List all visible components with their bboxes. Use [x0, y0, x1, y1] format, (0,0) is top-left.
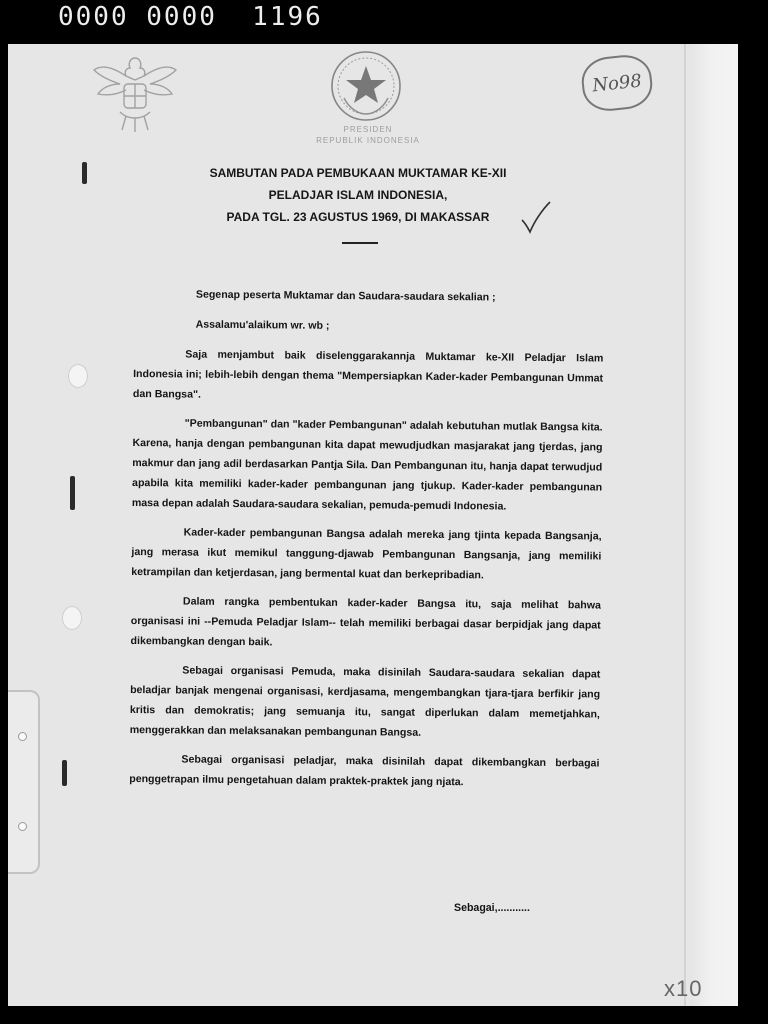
- heading-line3: PADA TGL. 23 AGUSTUS 1969, DI MAKASSAR: [226, 210, 490, 224]
- document-heading: [158, 162, 558, 228]
- paragraph: Kader-kader pembangunan Bangsa adalah mereka jang tjinta kepada Bangsanja, jang merasa ikut memikul tanggung-djawab Pembangunan Bangsanja, jang memiliki ketrampilan dan ketjerdasan, jang bermental kuat dan berkepribadian.: [131, 526, 602, 582]
- catchword: Sebagai,...........: [454, 902, 530, 914]
- presidential-star-seal-icon: [328, 48, 404, 124]
- reel-number: 0000 0000 1196: [58, 2, 323, 32]
- page-edge-shade: [692, 44, 738, 1006]
- clip-hole: [18, 732, 27, 741]
- seal-caption: [278, 124, 458, 146]
- fold-line: [684, 44, 686, 1006]
- heading-line1: SAMBUTAN PADA PEMBUKAAN MUKTAMAR KE-XII: [209, 166, 507, 180]
- paragraph: Dalam rangka pembentukan kader-kader Bangsa itu, saja melihat bahwa organisasi ini --Pemuda Peladjar Islam-- telah memiliki berbagai dasar berpidjak jang dapat dikembangkan dengan baik.: [130, 595, 601, 649]
- checkmark-icon: [518, 200, 554, 236]
- seal-caption-line2: REPUBLIK INDONESIA: [316, 136, 420, 145]
- staple-mark: [82, 162, 87, 184]
- binder-clip: [8, 690, 40, 874]
- salutation-line: Assalamu'alaikum wr. wb ;: [195, 318, 330, 332]
- punch-hole: [68, 364, 88, 388]
- paragraph: Saja menjambut baik diselenggarakannja Muktamar ke-XII Peladjar Islam Indonesia ini; lebih-lebih dengan thema "Mempersiapkan Kader-kader Pembangunan Ummat dan Bangsa".: [132, 348, 604, 401]
- staple-mark: [70, 476, 75, 510]
- garuda-emblem-icon: [90, 50, 180, 134]
- heading-divider: [342, 242, 378, 244]
- paragraph: "Pembangunan" dan "kader Pembangunan" adalah kebutuhan mutlak Bangsa kita. Karena, hanja dengan pembangunan kita dapat mewudjudkan masjarakat jang tjerdas, jang makmur dan jang adil berdasarkan Pantja Sila. Dan Pembangunan itu, hanja dapat terwudjud apabila kita memiliki kader-kader pembangunan jang tjukup. Kader-kader pembangunan masa depan adalah Saudara-saudara sekalian, pemuda-pemudi Indonesia.: [131, 417, 603, 513]
- heading-line2: PELADJAR ISLAM INDONESIA,: [268, 188, 448, 202]
- staple-mark: [62, 760, 67, 786]
- document-page: [8, 44, 738, 1006]
- frame-count: x10: [664, 976, 703, 1001]
- paragraph: Sebagai organisasi peladjar, maka disinilah dapat dikembangkan berbagai penggetrapan ilmu pengetahuan dalam praktek-praktek jang njata.: [129, 753, 600, 789]
- speech-body: [129, 284, 604, 802]
- punch-hole: [62, 606, 82, 630]
- greeting-line: Segenap peserta Muktamar dan Saudara-saudara sekalian ;: [195, 288, 496, 304]
- seal-caption-line1: PRESIDEN: [343, 125, 393, 134]
- paragraph: Sebagai organisasi Pemuda, maka disinilah Saudara-saudara sekalian dapat beladjar banjak mengenai organisasi, kerdjasama, mengembangkan tjara-tjara berfikir jang kritis dan demokratis; jang semuanja itu, sangat diperlukan dalam memetjahkan, menggerakkan dan melaksanakan pembangunan Bangsa.: [129, 664, 601, 739]
- document-number-stamp: No98: [579, 52, 654, 113]
- clip-hole: [18, 822, 27, 831]
